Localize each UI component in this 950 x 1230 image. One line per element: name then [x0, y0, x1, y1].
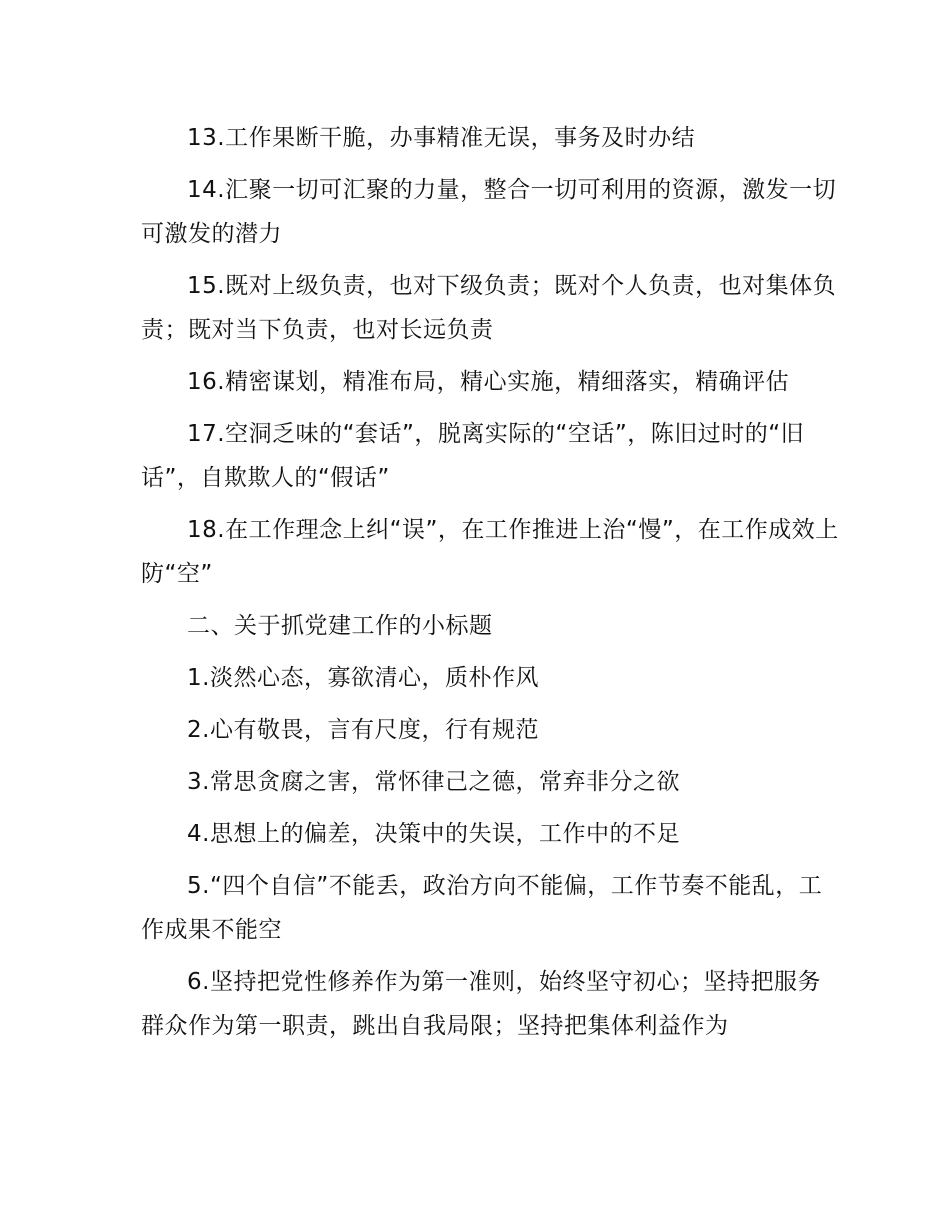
- paragraph-6: 6.坚持把党性修养作为第一准则，始终坚守初心；坚持把服务群众作为第一职责，跳出自我局限；坚持把集体利益作为: [141, 969, 821, 1039]
- document-body: [141, 116, 841, 1048]
- paragraph-2: 2.心有敬畏，言有尺度，行有规范: [187, 717, 539, 743]
- paragraph-16: 16.精密谋划，精准布局，精心实施，精细落实，精确评估: [187, 369, 790, 395]
- paragraph-13: 13.工作果断干脆，办事精准无误，事务及时办结: [187, 125, 696, 151]
- paragraph-4: 4.思想上的偏差，决策中的失误，工作中的不足: [187, 821, 680, 847]
- paragraph-17: 17.空洞乏味的“套话”，脱离实际的“空话”，陈旧过时的“旧话”，自欺欺人的“假话”: [141, 421, 805, 491]
- paragraph-1: 1.淡然心态，寡欲清心，质朴作风: [187, 665, 539, 691]
- paragraph-5: 5.“四个自信”不能丢，政治方向不能偏，工作节奏不能乱，工作成果不能空: [141, 873, 823, 943]
- paragraph-15: 15.既对上级负责，也对下级负责；既对个人负责，也对集体负责；既对当下负责，也对长远负责: [141, 273, 837, 343]
- paragraph-18: 18.在工作理念上纠“误”，在工作推进上治“慢”，在工作成效上防“空”: [141, 517, 839, 587]
- paragraph-3: 3.常思贪腐之害，常怀律己之德，常弃非分之欲: [187, 769, 680, 795]
- paragraph-14: 14.汇聚一切可汇聚的力量，整合一切可利用的资源，激发一切可激发的潜力: [141, 177, 837, 247]
- section-heading: 二、关于抓党建工作的小标题: [187, 613, 493, 639]
